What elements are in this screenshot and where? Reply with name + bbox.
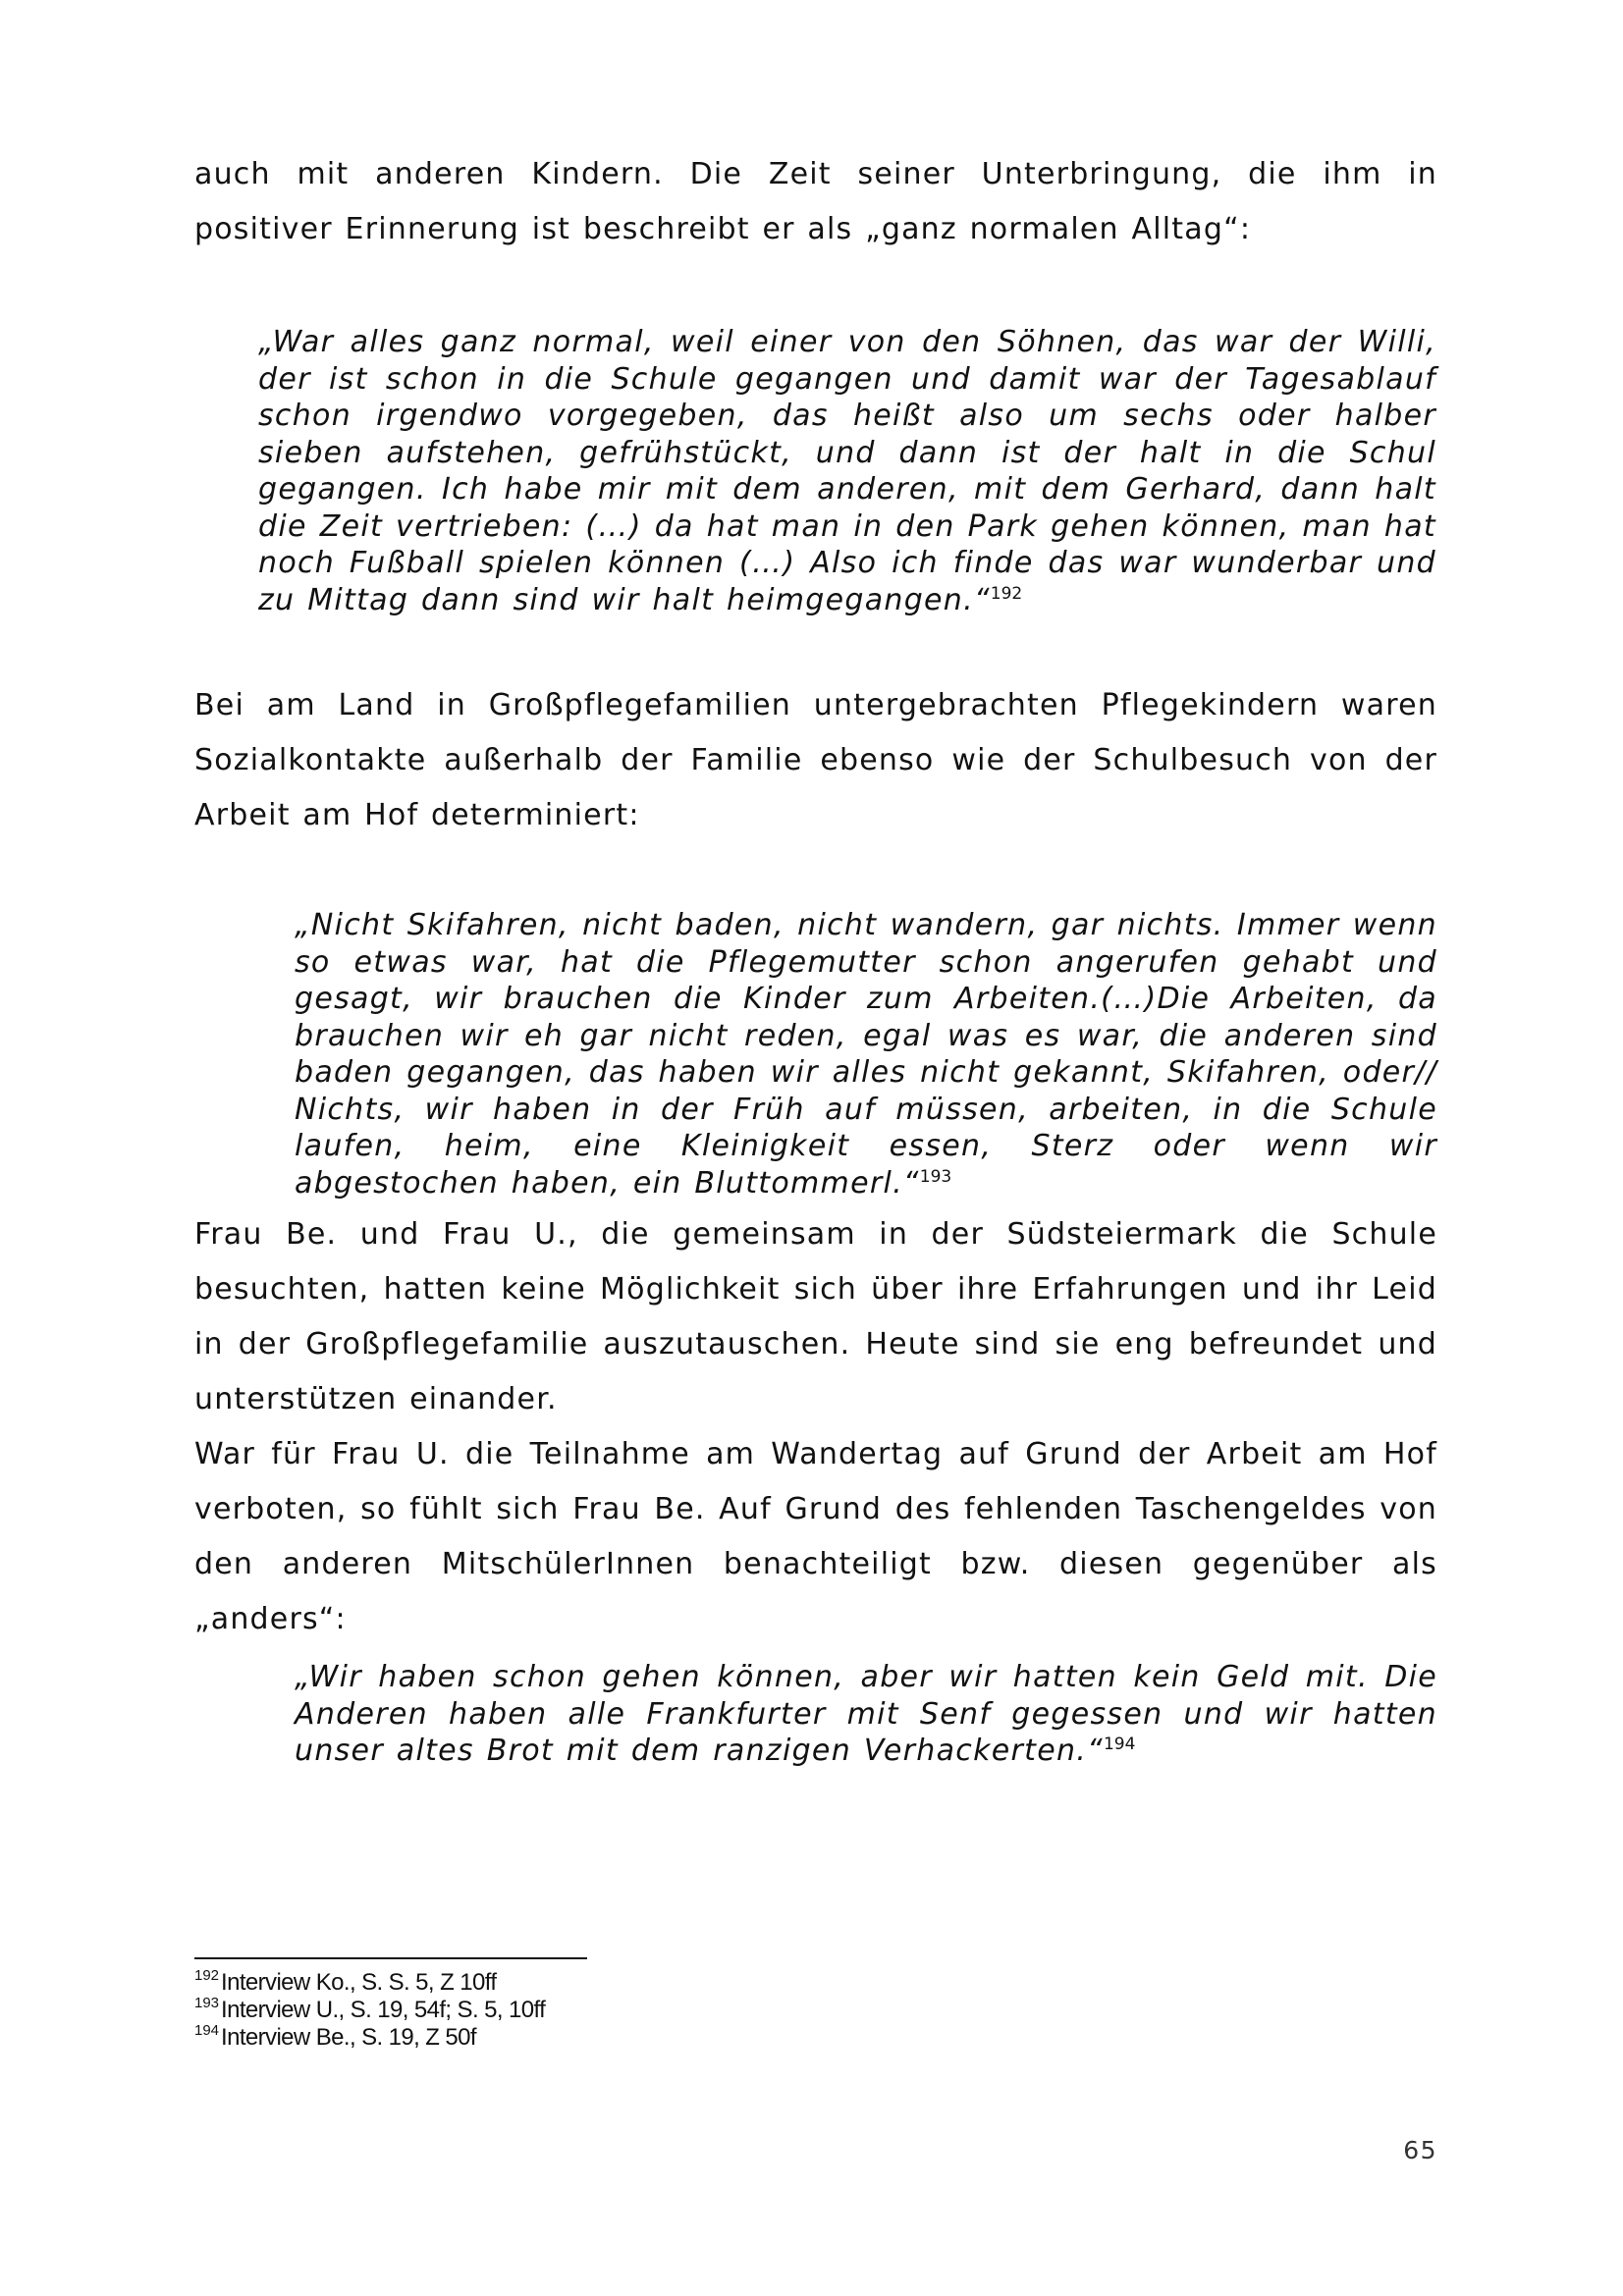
block-quote-2 [295,907,1437,1201]
footnote-number: 193 [194,1995,220,2011]
body-paragraph-3: Frau Be. und Frau U., die gemeinsam in der Südsteiermark die Schule besuchten, hatten keine Möglichkeit sich über ihre Erfahrungen und ihr Leid in der Großpflegefamilie auszutauschen. Heute sind sie eng befreundet und unterstützen einander. [194,1217,1437,1416]
block-quote-1 [258,324,1436,618]
block-quote-3 [295,1659,1437,1770]
quote-text: „Nicht Skifahren, nicht baden, nicht wandern, gar nichts. Immer wenn so etwas war, hat die Pflegemutter schon angerufen gehabt und gesagt, wir brauchen die Kinder zum Arbeiten.(…)Die Arbeiten, da brauchen wir eh gar nicht reden, egal was es war, die anderen sind baden gegangen, das haben wir alles nicht gekannt, Skifahren, oder// Nichts, wir haben in der Früh auf müssen, arbeiten, in die Schule laufen, heim, eine Kleinigkeit essen, Sterz oder wenn wir abgestochen haben, ein Bluttommerl.“ [295,908,1437,1201]
page-number: 65 [1403,2136,1437,2164]
footnote-text: Interview Ko., S. S. 5, Z 10ff [221,1969,497,1996]
footnote-192 [194,1969,496,1997]
footnote-ref-192[interactable]: 192 [990,583,1023,604]
body-paragraph-1: auch mit anderen Kindern. Die Zeit seiner Unterbringung, die ihm in positiver Erinnerung ist beschreibt er als „ganz normalen Alltag“: [194,157,1437,246]
footnote-number: 194 [194,2022,220,2039]
footnote-194 [194,2024,476,2052]
footnote-separator [194,1957,587,1959]
footnote-number: 192 [194,1967,220,1984]
quote-text: „War alles ganz normal, weil einer von den Söhnen, das war der Willi, der ist schon in die Schule gegangen und damit war der Tagesablauf schon irgendwo vorgegeben, das heißt also um sechs oder halber sieben aufstehen, gefrühstückt, und dann ist der halt in die Schul gegangen. Ich habe mir mit dem anderen, mit dem Gerhard, dann halt die Zeit vertrieben: (…) da hat man in den Park gehen können, man hat noch Fußball spielen können (…) Also ich finde das war wunderbar und zu Mittag dann sind wir halt heimgegangen.“ [258,325,1436,617]
footnote-193 [194,1997,545,2024]
footnote-ref-194[interactable]: 194 [1103,1735,1136,1754]
quote-text: „Wir haben schon gehen können, aber wir hatten kein Geld mit. Die Anderen haben alle Frankfurter mit Senf gegessen und wir hatten unser altes Brot mit dem ranzigen Verhackerten.“ [295,1660,1437,1768]
footnote-ref-193[interactable]: 193 [919,1166,952,1187]
body-paragraph-2: Bei am Land in Großpflegefamilien untergebrachten Pflegekindern waren Sozialkontakte außerhalb der Familie ebenso wie der Schulbesuch von der Arbeit am Hof determiniert: [194,688,1437,832]
footnote-text: Interview U., S. 19, 54f; S. 5, 10ff [221,1997,546,2023]
footnote-text: Interview Be., S. 19, Z 50f [221,2024,476,2051]
body-paragraph-4: War für Frau U. die Teilnahme am Wandertag auf Grund der Arbeit am Hof verboten, so fühlt sich Frau Be. Auf Grund des fehlenden Taschengeldes von den anderen MitschülerInnen benachteiligt bzw. diesen gegenüber als „anders“: [194,1437,1437,1636]
